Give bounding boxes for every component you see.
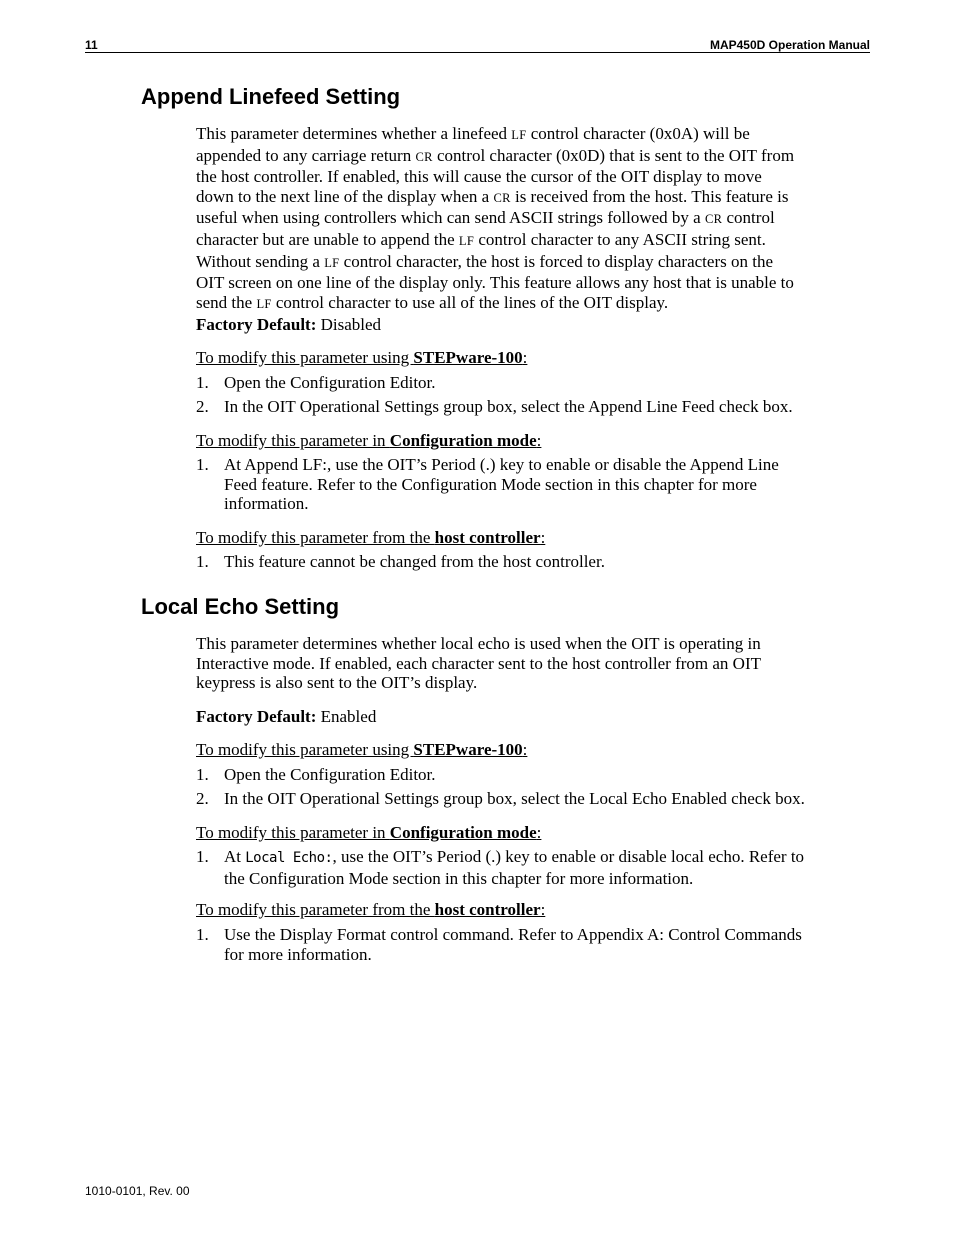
host-controller-heading: To modify this parameter from the host controller: bbox=[196, 900, 546, 919]
intro-line: character but are unable to append the LF control character to any ASCII string sent. bbox=[196, 229, 766, 249]
intro-line: the host controller. If enabled, this will cause the cursor of the OIT display to move bbox=[196, 167, 762, 187]
host-controller-steps bbox=[196, 925, 868, 964]
list-item: 1. At Append LF:, use the OIT’s Period (.) key to enable or disable the Append Line Feed feature. Refer to the Configuration Mode section in this chapter for more information. bbox=[196, 455, 779, 514]
list-item: 1. Open the Configuration Editor. bbox=[196, 373, 436, 392]
config-mode-heading: To modify this parameter in Configuration mode: bbox=[196, 431, 542, 450]
intro-line: This parameter determines whether local echo is used when the OIT is operating in bbox=[196, 634, 761, 653]
list-item: 1. Use the Display Format control command. Refer to Appendix A: Control Commands for more information. bbox=[196, 925, 802, 964]
manual-title: MAP450D Operation Manual bbox=[709, 38, 870, 52]
factory-default-enabled: Factory Default: Enabled bbox=[196, 707, 377, 726]
intro-line: Interactive mode. If enabled, each character sent to the host controller from an OIT bbox=[196, 653, 761, 673]
section-heading-append-linefeed: Append Linefeed Setting bbox=[141, 84, 401, 109]
intro-line: send the LF control character to use all of the lines of the OIT display. bbox=[196, 292, 669, 312]
page-header bbox=[85, 36, 870, 53]
list-item: 2. In the OIT Operational Settings group box, select the Local Echo Enabled check box. bbox=[196, 789, 805, 809]
list-item: 1. Open the Configuration Editor. bbox=[196, 765, 436, 784]
host-controller-heading: To modify this parameter from the host controller: bbox=[196, 528, 546, 547]
intro-line: useful when using controllers which can send ASCII strings followed by a CR control bbox=[196, 208, 775, 228]
intro-line: down to the next line of the display when a CR is received from the host. This feature is bbox=[196, 186, 789, 206]
list-item: 1. At Local Echo:, use the OIT’s Period (.) key to enable or disable local echo. Refer to the Configuration Mode section in this chapter for more information. bbox=[196, 847, 805, 888]
stepware-heading: To modify this parameter using STEPware-100: bbox=[196, 348, 528, 367]
factory-default-disabled: Factory Default: Disabled bbox=[196, 315, 382, 334]
local-echo-intro bbox=[196, 634, 868, 693]
append-linefeed-intro bbox=[196, 124, 868, 314]
host-controller-steps bbox=[196, 552, 868, 572]
intro-line: keypress is also sent to the OIT’s display. bbox=[196, 673, 478, 693]
lcd-text: Local Echo: bbox=[245, 850, 333, 866]
intro-line: appended to any carriage return CR control character (0x0D) that is sent to the OIT from bbox=[196, 145, 795, 165]
list-item: 2. In the OIT Operational Settings group box, select the Append Line Feed check box. bbox=[196, 397, 793, 417]
config-mode-steps bbox=[196, 455, 868, 514]
config-mode-steps bbox=[196, 847, 868, 888]
intro-line: Without sending a LF control character, the host is forced to display characters on the bbox=[196, 251, 773, 271]
list-item: 1. This feature cannot be changed from the host controller. bbox=[196, 552, 605, 571]
doc-id-footer: 1010-0101, Rev. 00 bbox=[85, 1184, 190, 1198]
intro-line: OIT screen on one line of the display only. This feature allows any host that is unable to bbox=[196, 273, 794, 293]
intro-line: This parameter determines whether a linefeed LF control character (0x0A) will be bbox=[196, 124, 750, 143]
stepware-heading: To modify this parameter using STEPware-100: bbox=[196, 740, 528, 759]
config-mode-heading: To modify this parameter in Configuration mode: bbox=[196, 823, 542, 842]
page-number: 11 bbox=[85, 38, 98, 52]
section-heading-local-echo: Local Echo Setting bbox=[141, 594, 340, 619]
stepware-steps bbox=[196, 765, 868, 809]
stepware-steps bbox=[196, 373, 868, 417]
